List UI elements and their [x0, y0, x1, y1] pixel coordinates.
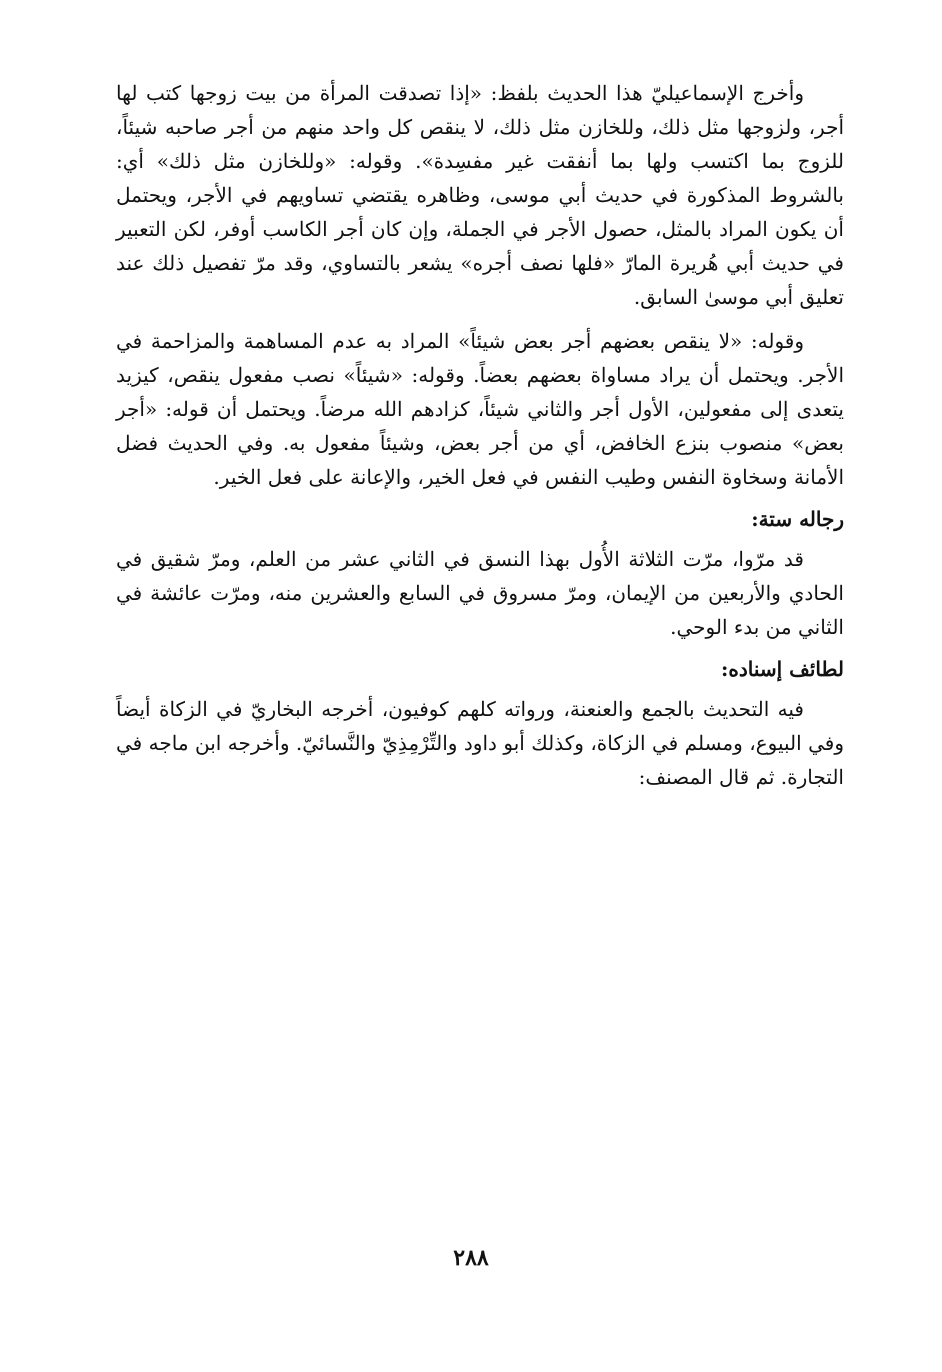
paragraph-lataif: فيه التحديث بالجمع والعنعنة، ورواته كلهم كوفيون، أخرجه البخاريّ في الزكاة أيضاً وفي البيوع، ومسلم في الزكاة، وكذلك أبو داود والتِّرْمِذِيّ والنَّسائيّ. وأخرجه ابن ماجه في التجارة. ثم قال المصنف: [116, 697, 844, 789]
page-body [116, 76, 844, 804]
paragraph-ismaili: وأخرج الإسماعيليّ هذا الحديث بلفظ: «إذا تصدقت المرأة من بيت زوجها كتب لها أجر، ولزوجها مثل ذلك، وللخازن مثل ذلك، لا ينقص كل واحد منهم من أجر صاحبه شيئاً، للزوج بما اكتسب ولها بما أنفقت غير مفسِدة». وقوله: «وللخازن مثل ذلك» أي: بالشروط المذكورة في حديث أبي موسى، وظاهره يقتضي تساويهم في الأجر، ويحتمل أن يكون المراد بالمثل، حصول الأجر في الجملة، وإن كان أجر الكاسب أوفر، لكن التعبير في حديث أبي هُريرة المارّ «فلها نصف أجره» يشعر بالتساوي، وقد مرّ تفصيل ذلك عند تعليق أبي موسىٰ السابق. [116, 81, 844, 309]
paragraph-la-yanqus: وقوله: «لا ينقص بعضهم أجر بعض شيئاً» المراد به عدم المساهمة والمزاحمة في الأجر. ويحتمل أن يراد مساواة بعضهم بعضاً. وقوله: «شيئاً» نصب مفعول ينقص، كيزيد يتعدى إلى مفعولين، الأول أجر والثاني شيئاً، كزادهم الله مرضاً. ويحتمل أن قوله: «أجر بعض» منصوب بنزع الخافض، أي من أجر بعض، وشيئاً مفعول به. وفي الحديث فضل الأمانة وسخاوة النفس وطيب النفس في فعل الخير، والإعانة على فعل الخير. [116, 329, 844, 489]
section-heading-rijal: رجاله ستة: [751, 507, 844, 531]
section-heading-lataif: لطائف إسناده: [720, 657, 844, 681]
page-number: ٢٨٨ [453, 1245, 489, 1271]
paragraph-rijal: قد مرّوا، مرّت الثلاثة الأُول بهذا النسق في الثاني عشر من العلم، ومرّ شقيق في الحادي والأربعين من الإيمان، ومرّ مسروق في السابع والعشرين منه، ومرّت عائشة في الثاني من بدء الوحي. [116, 547, 844, 639]
